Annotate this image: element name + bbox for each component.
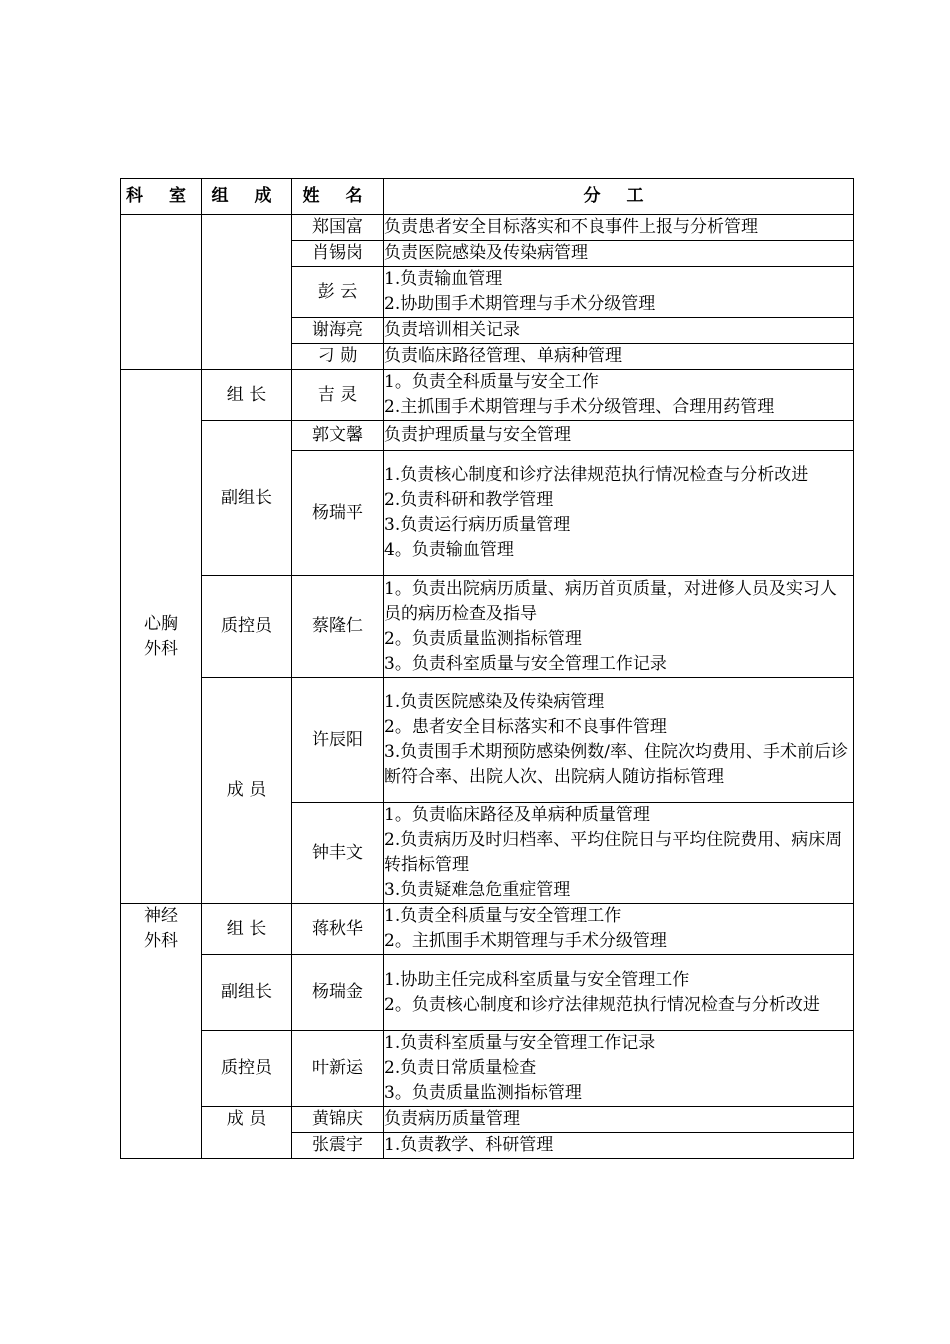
duty-table: [120, 178, 854, 1159]
member-name: 彭 云: [292, 267, 384, 318]
member-name: 郭文馨: [292, 421, 384, 451]
header-row: [121, 179, 854, 215]
task-cell: 1.负责核心制度和诊疗法律规范执行情况检查与分析改进 2.负责科研和教学管理 3.负责运行病历质量管理 4。负责输血管理: [384, 451, 854, 576]
group-cell: 成 员: [202, 1107, 292, 1159]
task-cell: 1.负责全科质量与安全管理工作 2。主抓围手术期管理与手术分级管理: [384, 904, 854, 955]
dept-cell: 心胸 外科: [121, 370, 202, 904]
task-cell: 负责患者安全目标落实和不良事件上报与分析管理: [384, 215, 854, 241]
task-cell: 1.负责教学、科研管理: [384, 1133, 854, 1159]
table-row: [121, 1107, 854, 1133]
task-cell: 负责病历质量管理: [384, 1107, 854, 1133]
group-cell: 组 长: [202, 370, 292, 421]
task-cell: 1。负责出院病历质量、病历首页质量，对进修人员及实习人员的病历检查及指导 2。负责质量监测指标管理 3。负责科室质量与安全管理工作记录: [384, 576, 854, 678]
table-row: [121, 421, 854, 451]
member-name: 许辰阳: [292, 678, 384, 803]
task-cell: 1.负责医院感染及传染病管理 2。患者安全目标落实和不良事件管理 3.负责围手术期预防感染例数/率、住院次均费用、手术前后诊断符合率、出院人次、出院病人随访指标管理: [384, 678, 854, 803]
task-cell: 1。负责全科质量与安全工作 2.主抓围手术期管理与手术分级管理、合理用药管理: [384, 370, 854, 421]
header-dept: 科 室: [121, 179, 202, 215]
table-row: [121, 1031, 854, 1107]
task-cell: 1.协助主任完成科室质量与安全管理工作 2。负责核心制度和诊疗法律规范执行情况检查与分析改进: [384, 955, 854, 1031]
task-cell: 1.负责输血管理 2.协助围手术期管理与手术分级管理: [384, 267, 854, 318]
group-cell: 组 长: [202, 904, 292, 955]
member-name: 杨瑞平: [292, 451, 384, 576]
group-cell: 质控员: [202, 1031, 292, 1107]
group-cell: 成 员: [202, 678, 292, 904]
task-cell: 负责医院感染及传染病管理: [384, 241, 854, 267]
member-name: 张震宇: [292, 1133, 384, 1159]
member-name: 黄锦庆: [292, 1107, 384, 1133]
table-row: [121, 576, 854, 678]
member-name: 钟丰文: [292, 803, 384, 904]
task-cell: 1.负责科室质量与安全管理工作记录 2.负责日常质量检查 3。负责质量监测指标管理: [384, 1031, 854, 1107]
member-name: 吉 灵: [292, 370, 384, 421]
member-name: 杨瑞金: [292, 955, 384, 1031]
member-name: 刁 勋: [292, 344, 384, 370]
table-row: [121, 904, 854, 955]
task-cell: 负责护理质量与安全管理: [384, 421, 854, 451]
header-name: 姓 名: [292, 179, 384, 215]
member-name: 蔡隆仁: [292, 576, 384, 678]
header-task: 分 工: [384, 179, 854, 215]
header-group: 组 成: [202, 179, 292, 215]
table-row: [121, 678, 854, 803]
task-cell: 负责培训相关记录: [384, 318, 854, 344]
group-cell: 副组长: [202, 421, 292, 576]
group-cell: 副组长: [202, 955, 292, 1031]
dept-cell: [121, 215, 202, 370]
table-row: [121, 955, 854, 1031]
task-cell: 负责临床路径管理、单病种管理: [384, 344, 854, 370]
table-row: [121, 215, 854, 241]
member-name: 叶新运: [292, 1031, 384, 1107]
group-cell: [202, 215, 292, 370]
task-cell: 1。负责临床路径及单病种质量管理 2.负责病历及时归档率、平均住院日与平均住院费用、病床周转指标管理 3.负责疑难急危重症管理: [384, 803, 854, 904]
member-name: 肖锡岗: [292, 241, 384, 267]
table-row: [121, 370, 854, 421]
member-name: 蒋秋华: [292, 904, 384, 955]
member-name: 郑国富: [292, 215, 384, 241]
member-name: 谢海亮: [292, 318, 384, 344]
group-cell: 质控员: [202, 576, 292, 678]
dept-cell: 神经 外科: [121, 904, 202, 1159]
